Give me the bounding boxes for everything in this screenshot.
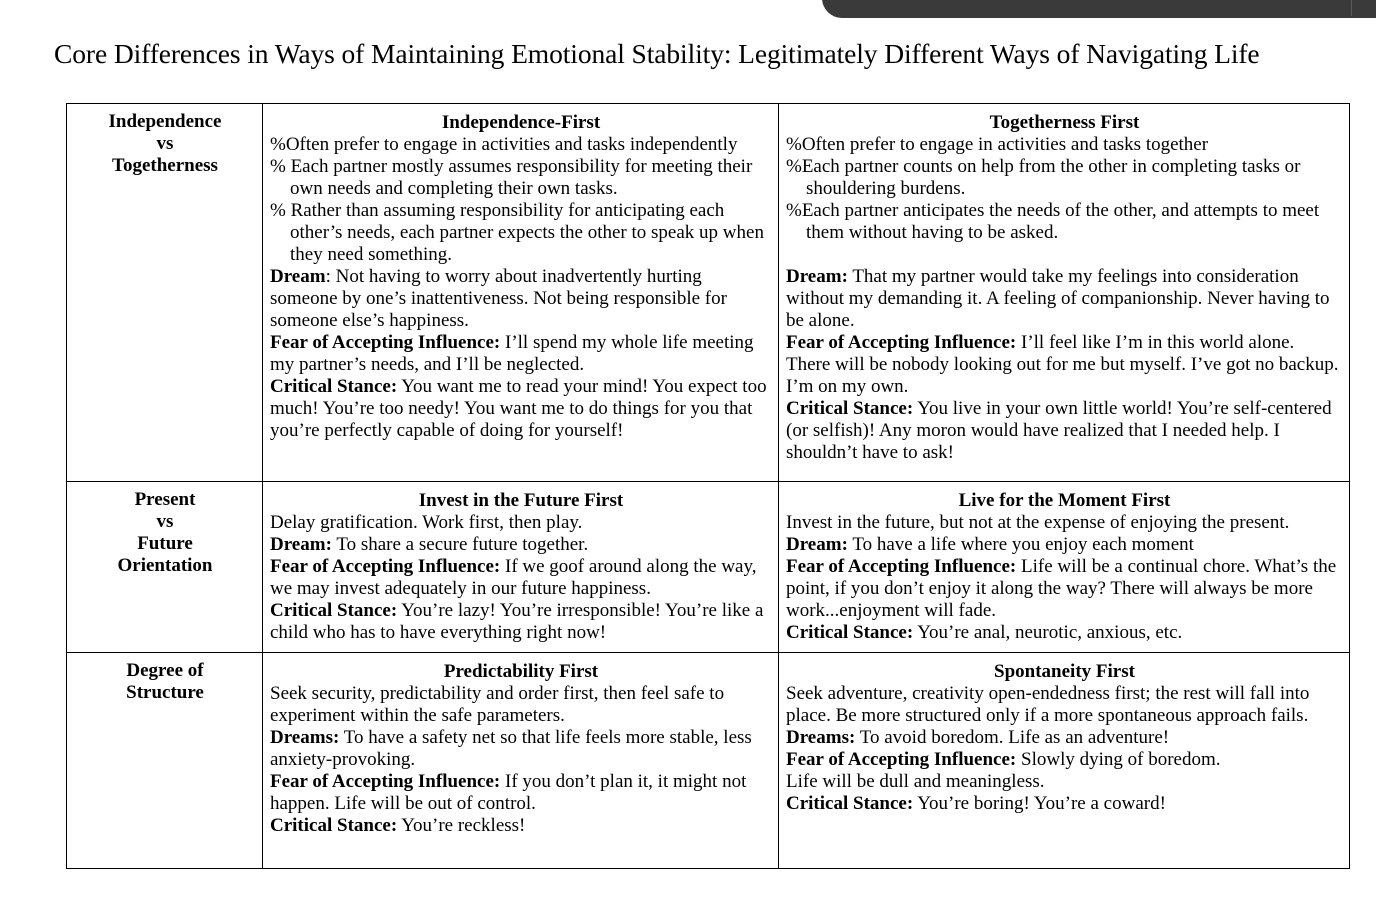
dream-value: That my partner would take my feelings into consideration without my demanding it. A feeling of companionship. Never having to be alone. [786, 266, 1330, 331]
fear-label: Fear of Accepting Influence: [270, 332, 501, 353]
critical-text [786, 622, 1343, 644]
independence-first-cell [263, 104, 779, 482]
column-heading: Invest in the Future First [418, 490, 624, 511]
critical-text [786, 398, 1343, 464]
fear-value: I’ll spend my whole life meeting my partner’s needs, and I’ll be neglected. [270, 332, 754, 375]
fear-value: I’ll feel like I’m in this world alone. There will be nobody looking out for me but myself. I’ve got no backup. I’m on my own. [786, 332, 1339, 397]
intro-text: Invest in the future, but not at the expense of enjoying the present. [786, 512, 1290, 533]
invest-future-cell [263, 482, 779, 653]
critical-value: You live in your own little world! You’re self-centered (or selfish)! Any moron would have realized that I needed help. I shouldn’t have to ask! [786, 398, 1332, 463]
critical-label: Critical Stance: [270, 815, 398, 836]
dream-text [270, 534, 772, 556]
dream-text [786, 727, 1343, 749]
category-cell [67, 104, 263, 482]
critical-text [270, 815, 772, 837]
category-cell [67, 653, 263, 869]
differences-table [66, 103, 1350, 869]
dream-text [270, 266, 772, 332]
bullet-item: % Each partner mostly assumes responsibility for meeting their own needs and completing their own tasks. [270, 156, 753, 199]
spacer [786, 244, 1343, 266]
fear-text [786, 332, 1343, 398]
fear-text [786, 556, 1343, 622]
dream-label: Dream: [786, 534, 848, 555]
bullet-item: %Often prefer to engage in activities and tasks independently [270, 134, 738, 155]
category-line: Togetherness [112, 155, 218, 176]
fear-value: Slowly dying of boredom. [1016, 749, 1221, 770]
dream-text [786, 266, 1343, 332]
category-line: vs [156, 133, 174, 154]
category-line: Future [137, 533, 193, 554]
bullet-item: %Each partner counts on help from the other in completing tasks or shouldering burdens. [786, 156, 1301, 199]
table-row-present-future [67, 482, 1350, 653]
fear-label: Fear of Accepting Influence: [786, 556, 1017, 577]
critical-label: Critical Stance: [270, 376, 398, 397]
live-moment-cell [779, 482, 1350, 653]
dream-label: Dreams: [786, 727, 856, 748]
column-heading: Independence-First [441, 112, 601, 133]
spontaneity-cell [779, 653, 1350, 869]
bullet-item: %Often prefer to engage in activities and tasks together [786, 134, 1209, 155]
critical-label: Critical Stance: [786, 793, 914, 814]
category-line: Independence [108, 111, 222, 132]
intro-text: Seek security, predictability and order first, then feel safe to experiment within the safe parameters. [270, 683, 725, 726]
dream-label: Dream: [786, 266, 848, 287]
dream-label: Dream [270, 266, 326, 287]
intro-text: Seek adventure, creativity open-endedness first; the rest will fall into place. Be more structured only if a more spontaneous approach fails. [786, 683, 1310, 726]
dream-text [786, 534, 1343, 556]
document-title: Core Differences in Ways of Maintaining Emotional Stability: Legitimately Different Ways of Navigating Life [54, 38, 1260, 69]
critical-text [786, 793, 1343, 815]
column-heading: Live for the Moment First [958, 490, 1171, 511]
table-row-independence [67, 104, 1350, 482]
critical-value: You’re boring! You’re a coward! [913, 793, 1166, 814]
table-row-structure [67, 653, 1350, 869]
critical-label: Critical Stance: [786, 398, 914, 419]
critical-text [270, 600, 772, 644]
critical-label: Critical Stance: [786, 622, 914, 643]
category-line: Degree of [126, 660, 204, 681]
category-line: Present [134, 489, 196, 510]
window-top-bar [822, 0, 1376, 18]
predictability-cell [263, 653, 779, 869]
category-line: vs [156, 511, 174, 532]
fear-label: Fear of Accepting Influence: [786, 332, 1017, 353]
dream-value: To share a secure future together. [331, 534, 589, 555]
fear-text [270, 771, 772, 815]
fear-value: If you don’t plan it, it might not happen. Life will be out of control. [270, 771, 747, 814]
dream-text [270, 727, 772, 771]
critical-value: You want me to read your mind! You expect too much! You’re too needy! You want me to do things for you that you’re perfectly capable of doing for yourself! [270, 376, 767, 441]
dream-value: To have a safety net so that life feels more stable, less anxiety-provoking. [270, 727, 752, 770]
critical-value: You’re reckless! [397, 815, 526, 836]
intro-text: Delay gratification. Work first, then play. [270, 512, 583, 533]
fear-text [786, 749, 1343, 771]
column-heading: Predictability First [443, 661, 599, 682]
critical-value: You’re anal, neurotic, anxious, etc. [913, 622, 1183, 643]
category-cell [67, 482, 263, 653]
category-line: Structure [126, 682, 204, 703]
bullet-item: % Rather than assuming responsibility for anticipating each other’s needs, each partner expects the other to speak up when they need something. [270, 200, 764, 265]
category-line: Orientation [117, 555, 213, 576]
fear-text [270, 556, 772, 600]
dream-value: To have a life where you enjoy each moment [847, 534, 1194, 555]
critical-text [270, 376, 772, 442]
togetherness-first-cell [779, 104, 1350, 482]
bullet-item: %Each partner anticipates the needs of the other, and attempts to meet them without having to be asked. [786, 200, 1320, 243]
fear-label: Fear of Accepting Influence: [270, 771, 501, 792]
dream-value: To avoid boredom. Life as an adventure! [855, 727, 1170, 748]
fear-value: Life will be a continual chore. What’s the point, if you don’t enjoy it along the way? There will always be more work...enjoyment will fade. [786, 556, 1337, 621]
fear-text-continued: Life will be dull and meaningless. [786, 771, 1045, 792]
dream-label: Dreams: [270, 727, 340, 748]
fear-text [270, 332, 772, 376]
critical-label: Critical Stance: [270, 600, 398, 621]
dream-value: : Not having to worry about inadvertently hurting someone by one’s inattentiveness. Not being responsible for someone else’s happiness. [270, 266, 727, 331]
fear-label: Fear of Accepting Influence: [786, 749, 1017, 770]
column-heading: Spontaneity First [994, 661, 1135, 682]
fear-value: If we goof around along the way, we may invest adequately in our future happiness. [270, 556, 757, 599]
dream-label: Dream: [270, 534, 332, 555]
fear-label: Fear of Accepting Influence: [270, 556, 501, 577]
critical-value: You’re lazy! You’re irresponsible! You’re like a child who has to have everything right now! [270, 600, 764, 643]
column-heading: Togetherness First [989, 112, 1140, 133]
